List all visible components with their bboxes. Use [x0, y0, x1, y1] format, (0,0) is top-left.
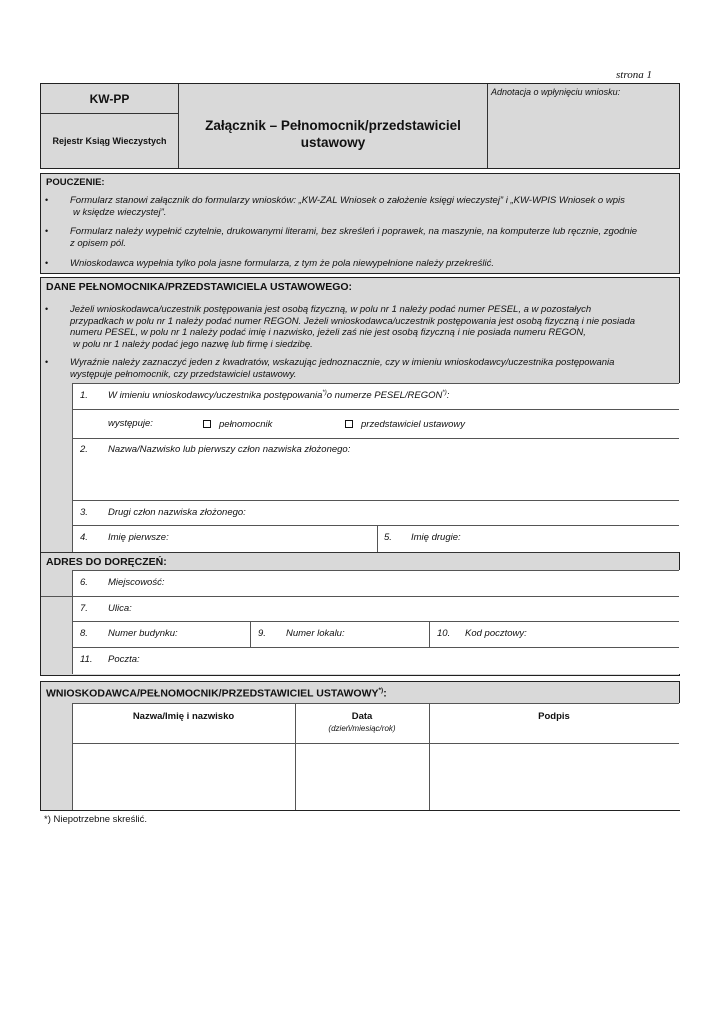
- adres-title: ADRES DO DORĘCZEŃ:: [46, 556, 167, 568]
- option-pelnomocnik[interactable]: pełnomocnik: [203, 419, 272, 430]
- field-7-label: Ulica:: [108, 603, 132, 614]
- annotation-label: Adnotacja o wpłynięciu wniosku:: [491, 87, 621, 97]
- pouczenie-title: POUCZENIE:: [46, 177, 105, 188]
- bullet-icon: •: [45, 258, 49, 268]
- field-4-label: Imię pierwsze:: [108, 532, 169, 543]
- wystepuje-label: występuje:: [108, 418, 153, 429]
- field-9-number: 9.: [258, 628, 266, 639]
- field-3-label: Drugi człon nazwiska złożonego:: [108, 507, 246, 518]
- dane-title: DANE PEŁNOMOCNIKA/PRZEDSTAWICIELA USTAWOWEGO:: [46, 281, 353, 293]
- field-7-number: 7.: [80, 603, 88, 614]
- signature-input[interactable]: [430, 744, 678, 809]
- field-1-number: 1.: [80, 390, 88, 401]
- name-input[interactable]: [73, 744, 294, 809]
- dane-item-2: Wyraźnie należy zaznaczyć jeden z kwadratów, wskazując jednoznacznie, czy w imieniu wnioskodawcy/uczestnika postępowania występuje pełnomocnik, czy przedstawiciel ustawowy.: [70, 357, 615, 380]
- field-1-label: W imieniu wnioskodawcy/uczestnika postępowania*)o numerze PESEL/REGON*):: [108, 390, 450, 402]
- bullet-icon: •: [45, 226, 49, 236]
- footnote: *) Niepotrzebne skreślić.: [44, 814, 147, 825]
- field-4-number: 4.: [80, 532, 88, 543]
- bullet-icon: •: [45, 304, 49, 314]
- field-2-input[interactable]: [73, 458, 678, 498]
- field-5-label: Imię drugie:: [411, 532, 461, 543]
- form-code: KW-PP: [89, 92, 130, 106]
- field-1-input[interactable]: [400, 385, 678, 407]
- field-3-number: 3.: [80, 507, 88, 518]
- field-11-label: Poczta:: [108, 654, 140, 665]
- option-przedstawiciel[interactable]: przedstawiciel ustawowy: [345, 419, 465, 430]
- pouczenie-item-1: Formularz stanowi załącznik do formularzy wniosków: „KW-ZAL Wniosek o założenie księgi wieczystej” i „KW-WPIS Wniosek o wpis w księdze wieczystej”.: [70, 195, 625, 218]
- bullet-icon: •: [45, 357, 49, 367]
- field-2-number: 2.: [80, 444, 88, 455]
- field-9-label: Numer lokalu:: [286, 628, 345, 639]
- page-title: [179, 117, 487, 151]
- pouczenie-item-2: Formularz należy wypełnić czytelnie, drukowanymi literami, bez skreśleń i poprawek, na maszynie, na komputerze lub ręcznie, zgodnie z opisem pól.: [70, 226, 638, 249]
- podpis-title: WNIOSKODAWCA/PEŁNOMOCNIK/PRZEDSTAWICIEL USTAWOWY*):: [46, 687, 387, 700]
- column-signature-header: Podpis: [538, 711, 570, 722]
- checkbox-przedstawiciel[interactable]: [345, 420, 353, 428]
- date-input[interactable]: [296, 744, 428, 809]
- field-6-number: 6.: [80, 577, 88, 588]
- field-10-label: Kod pocztowy:: [465, 628, 527, 639]
- field-11-number: 11.: [80, 654, 93, 665]
- field-2-label: Nazwa/Nazwisko lub pierwszy człon nazwiska złożonego:: [108, 444, 351, 455]
- page-number: strona 1: [616, 69, 652, 81]
- field-8-label: Numer budynku:: [108, 628, 178, 639]
- title-line-2: ustawowy: [300, 135, 366, 150]
- field-8-number: 8.: [80, 628, 88, 639]
- pouczenie-item-3: Wnioskodawca wypełnia tylko pola jasne formularza, z tym że pola niewypełnione należy przekreślić.: [70, 258, 495, 269]
- field-6-label: Miejscowość:: [108, 577, 165, 588]
- checkbox-pelnomocnik[interactable]: [203, 420, 211, 428]
- registry-label: Rejestr Ksiąg Wieczystych: [52, 136, 167, 146]
- field-10-number: 10.: [437, 628, 451, 639]
- column-name-header: Nazwa/Imię i nazwisko: [132, 711, 235, 722]
- field-5-number: 5.: [384, 532, 392, 543]
- dane-item-1: Jeżeli wnioskodawca/uczestnik postępowania jest osobą fizyczną, w polu nr 1 należy podać numer PESEL, a w pozostałych przypadkach w polu nr 1 należy podać numer REGON. Jeżeli wnioskodawca/uczestnik postępowania jest osobą fizyczną i nie posiada numeru PESEL, w polu nr 1 należy podać imię i nazwisko, jeżeli zaś nie jest osobą fizyczną i nie posiada numeru REGON, w polu nr 1 należy podać jego nazwę lub firmę i siedzibę.: [70, 304, 636, 350]
- bullet-icon: •: [45, 195, 49, 205]
- title-line-1: Załącznik – Pełnomocnik/przedstawiciel: [205, 118, 461, 133]
- column-date-header: Data (dzień/miesiąc/rok): [328, 711, 396, 733]
